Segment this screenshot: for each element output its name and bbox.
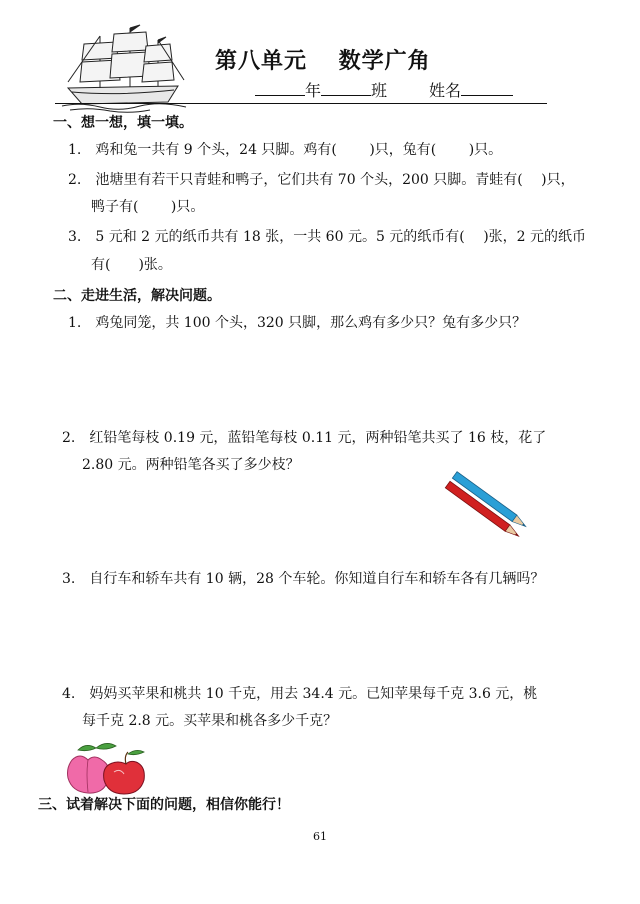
section2-question-2-line2: 2.80 元。两种铅笔各买了多少枝？ — [82, 457, 300, 473]
section1-question-1: 1. 鸡和兔一共有 9 个头，24 只脚。鸡有( )只，兔有( )只。 — [68, 142, 503, 158]
header-divider — [55, 103, 547, 104]
year-blank[interactable] — [255, 79, 305, 96]
page-title: 第八单元 数学广角 — [215, 49, 431, 74]
section1-question-3-line1: 3. 5 元和 2 元的纸币共有 18 张，一共 60 元。5 元的纸币有( )张，2 元的纸币 — [68, 229, 587, 245]
name-class-fields — [255, 78, 513, 101]
section1-question-2-line2: 鸭子有( )只。 — [91, 199, 205, 215]
section1-heading: 一、想一想，填一填。 — [53, 115, 193, 131]
section2-question-2-line1: 2. 红铅笔每枝 0.19 元，蓝铅笔每枝 0.11 元，两种铅笔共买了 16 枝，花了 — [62, 430, 547, 446]
year-label: 年 — [305, 81, 322, 100]
name-blank[interactable] — [461, 79, 513, 96]
class-label: 班 — [371, 81, 388, 100]
section2-question-4-line2: 每千克 2.8 元。买苹果和桃各多少千克？ — [82, 713, 338, 729]
section2-question-1: 1. 鸡兔同笼，共 100 个头，320 只脚，那么鸡有多少只？兔有多少只？ — [68, 315, 527, 331]
class-blank[interactable] — [321, 79, 371, 96]
section3-heading: 三、试着解决下面的问题，相信你能行！ — [38, 797, 290, 813]
page-number: 61 — [313, 830, 327, 843]
section1-question-2-line1: 2. 池塘里有若干只青蛙和鸭子，它们共有 70 个头，200 只脚。青蛙有( )只， — [68, 172, 575, 188]
section2-heading: 二、走进生活，解决问题。 — [53, 288, 221, 304]
name-label: 姓名 — [429, 81, 462, 100]
pencils-illustration — [440, 470, 535, 545]
section1-question-3-line2: 有( )张。 — [91, 257, 172, 273]
peach-and-apple-illustration — [58, 738, 158, 796]
sailing-ship-illustration — [60, 22, 190, 114]
section2-question-4-line1: 4. 妈妈买苹果和桃共 10 千克，用去 34.4 元。已知苹果每千克 3.6 元，桃 — [62, 686, 538, 702]
section2-question-3: 3. 自行车和轿车共有 10 辆，28 个车轮。你知道自行车和轿车各有几辆吗？ — [62, 571, 545, 587]
